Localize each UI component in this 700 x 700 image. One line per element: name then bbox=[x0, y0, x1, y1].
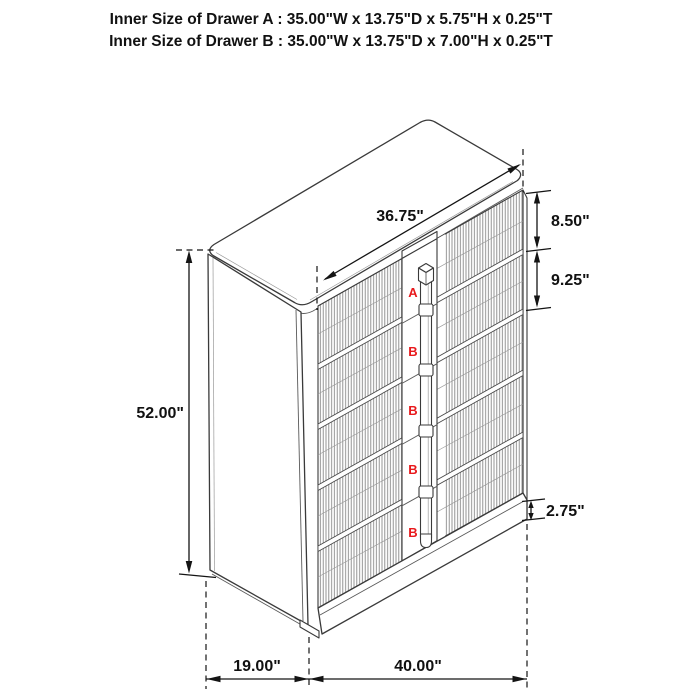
arrowhead bbox=[310, 676, 324, 683]
arrowhead bbox=[534, 296, 540, 308]
dim-overall-height-label: 52.00" bbox=[136, 405, 184, 422]
dim-tick bbox=[179, 574, 216, 578]
arrowhead bbox=[513, 676, 527, 683]
arrowhead bbox=[534, 251, 540, 263]
handle-joint-1 bbox=[419, 304, 433, 316]
drawer-letter-b1: B bbox=[408, 344, 418, 359]
inner-size-drawer-a-text: Inner Size of Drawer A : 35.00"W x 13.75"D x 5.75"H x 0.25"T bbox=[109, 11, 553, 28]
handle-rail bbox=[419, 264, 434, 548]
dim-tick bbox=[526, 191, 551, 194]
dim-drawer-b-label: 9.25" bbox=[551, 272, 590, 289]
drawer-letter-b4: B bbox=[408, 525, 418, 540]
left-foot bbox=[300, 620, 319, 638]
dim-front-width-label: 40.00" bbox=[394, 658, 442, 675]
dim-side-depth-label: 19.00" bbox=[233, 658, 281, 675]
dim-drawer-a-height bbox=[526, 191, 590, 252]
dim-drawer-b-height bbox=[526, 251, 590, 311]
handle-rod bbox=[421, 280, 432, 538]
arrowhead bbox=[528, 501, 533, 508]
handle-joint-2 bbox=[419, 364, 433, 376]
header-text bbox=[109, 11, 553, 50]
handle-joint-3 bbox=[419, 425, 433, 437]
drawer-letter-b3: B bbox=[408, 462, 418, 477]
right-corner-sliver bbox=[523, 190, 527, 519]
arrowhead bbox=[534, 192, 540, 204]
handle-bottom-cap bbox=[421, 534, 432, 548]
drawer-letter-a: A bbox=[408, 285, 418, 300]
dim-drawer-a-label: 8.50" bbox=[551, 213, 590, 230]
dim-top-width-label: 36.75" bbox=[376, 208, 424, 225]
drawer-letter-b2: B bbox=[408, 403, 418, 418]
inner-size-drawer-b-text: Inner Size of Drawer B : 35.00"W x 13.75"D x 7.00"H x 0.25"T bbox=[109, 33, 553, 50]
cabinet-illustration bbox=[208, 120, 527, 638]
arrowhead bbox=[186, 561, 193, 574]
arrowhead bbox=[207, 676, 221, 683]
dim-tick bbox=[526, 249, 551, 252]
dim-base-height bbox=[522, 499, 585, 521]
handle-joint-4 bbox=[419, 486, 433, 498]
dim-base-height-label: 2.75" bbox=[546, 503, 585, 520]
side-panel-left bbox=[208, 254, 308, 625]
arrowhead bbox=[186, 251, 193, 264]
arrowhead bbox=[534, 237, 540, 249]
dim-tick bbox=[526, 308, 551, 311]
arrowhead bbox=[295, 676, 309, 683]
dim-overall-height bbox=[136, 250, 216, 578]
